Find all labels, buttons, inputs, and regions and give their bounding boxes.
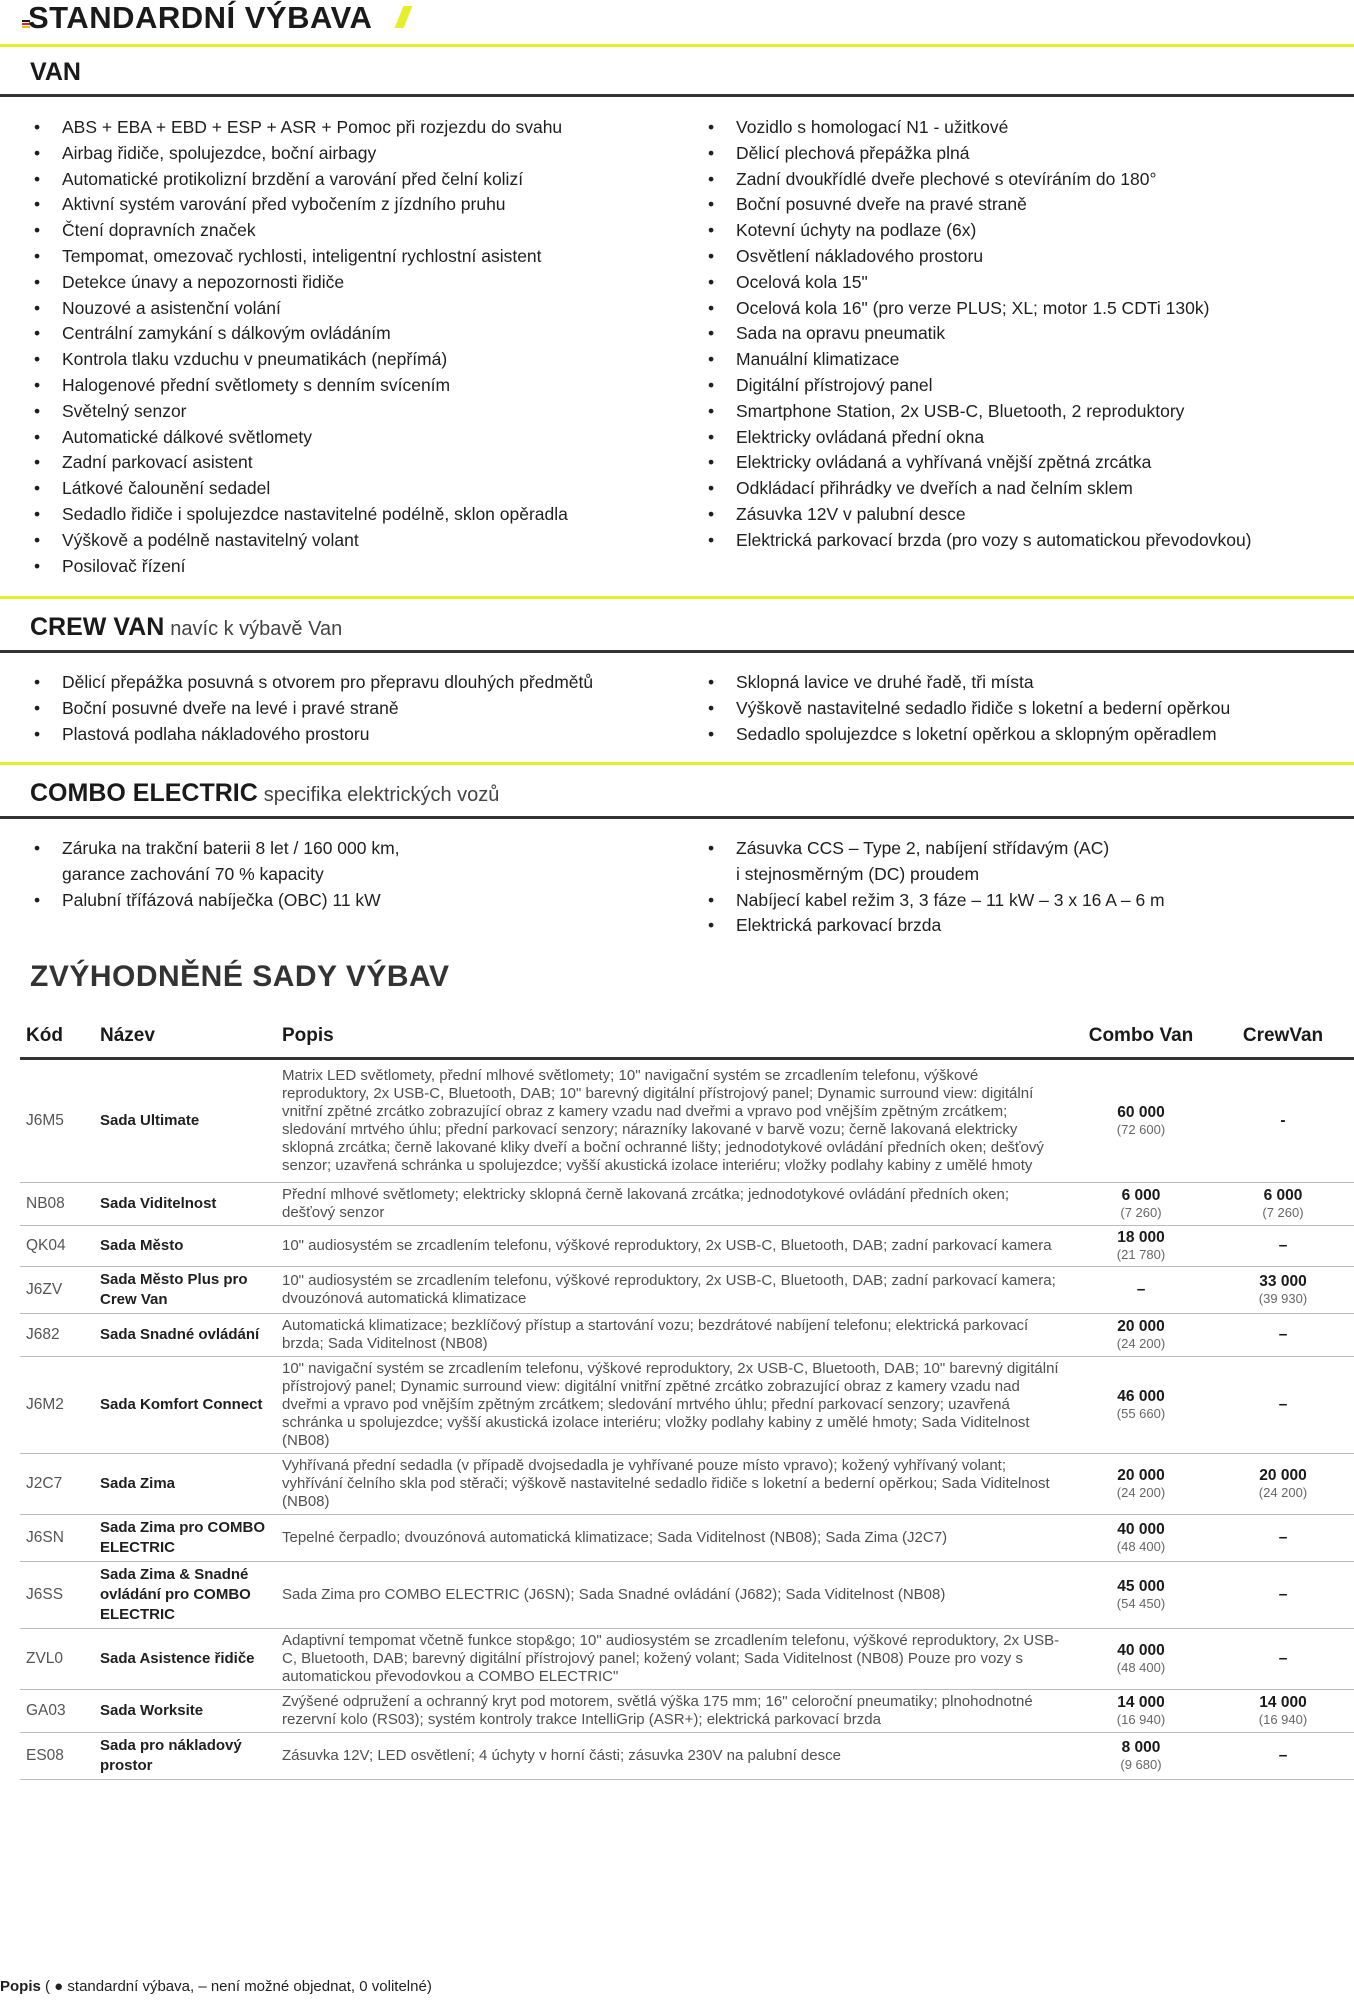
table-row (20, 1690, 1354, 1733)
price-net: - (1280, 1112, 1286, 1129)
price-vat: (54 450) (1116, 1596, 1166, 1611)
package-price-crew (1212, 1454, 1354, 1515)
package-price-crew (1212, 1226, 1354, 1267)
combo-right-list (702, 836, 1165, 939)
list-item: • Výškově nastavitelné sedadlo řidiče s loketní a bederní opěrkou (702, 696, 1230, 722)
package-price-crew (1212, 1267, 1354, 1314)
van-end-divider (0, 596, 1354, 599)
price-net: – (1278, 1529, 1288, 1546)
list-item: • Elektricky ovládaná přední okna (702, 425, 1252, 451)
list-item-continuation: i stejnosměrným (DC) proudem (736, 863, 980, 884)
price-vat: (16 940) (1116, 1712, 1166, 1727)
table-row (20, 1226, 1354, 1267)
price-net: – (1278, 1237, 1288, 1254)
price-net: – (1278, 1586, 1288, 1603)
list-item: • Ocelová kola 16" (pro verze PLUS; XL; motor 1.5 CDTi 130k) (702, 296, 1252, 322)
list-item-continuation: garance zachování 70 % kapacity (62, 863, 324, 884)
list-item: • Zadní parkovací asistent (28, 450, 568, 476)
table-row (20, 1562, 1354, 1629)
list-item: • Boční posuvné dveře na levé i pravé straně (28, 696, 593, 722)
crew-van-subtitle: navíc k výbavě Van (170, 618, 343, 640)
package-description: 10" audiosystém se zrcadlením telefonu, výškové reproduktory, 2x USB-C, Bluetooth, DAB; zadní parkovací kamera (276, 1226, 1070, 1267)
list-item: • Vozidlo s homologací N1 - užitkové (702, 115, 1252, 141)
page-title: STANDARDNÍ VÝBAVA (28, 0, 373, 35)
col-name: Název (94, 1015, 276, 1059)
price-net: – (1278, 1326, 1288, 1343)
price-vat: (55 660) (1116, 1406, 1166, 1421)
price-vat: (39 930) (1258, 1291, 1308, 1306)
package-price-combo (1070, 1314, 1212, 1357)
list-item: • Manuální klimatizace (702, 347, 1252, 373)
col-code: Kód (20, 1015, 94, 1059)
list-item: • Sklopná lavice ve druhé řadě, tři místa (702, 670, 1230, 696)
col-crew-van: CrewVan (1212, 1015, 1354, 1059)
list-item: • Digitální přístrojový panel (702, 373, 1252, 399)
col-combo-van: Combo Van (1070, 1015, 1212, 1059)
package-price-combo (1070, 1690, 1212, 1733)
package-code: NB08 (20, 1183, 94, 1226)
package-code: GA03 (20, 1690, 94, 1733)
list-item: • Sedadlo řidiče i spolujezdce nastavitelné podélně, sklon opěradla (28, 502, 568, 528)
list-item: • Zásuvka CCS – Type 2, nabíjení střídavým (AC) (702, 836, 1165, 862)
accent-slash-icon (395, 6, 413, 28)
list-item: • Dělicí přepážka posuvná s otvorem pro přepravu dlouhých předmětů (28, 670, 593, 696)
table-row (20, 1267, 1354, 1314)
package-code: J6SN (20, 1515, 94, 1562)
list-item: • Palubní třífázová nabíječka (OBC) 11 kW (28, 888, 400, 914)
price-net: 20 000 (1259, 1467, 1307, 1484)
package-name: Sada Worksite (94, 1690, 276, 1733)
package-price-combo (1070, 1454, 1212, 1515)
package-description: 10" navigační systém se zrcadlením telefonu, výškové reproduktory, 2x USB-C, Bluetooth, DAB; 10" barevný digitální přístrojový panel; Dynamic surround view: digitální vnitřní zpětné zrcátko zobrazující obraz z kamery vzadu nad dveřmi a vpravo pod vnějším zpětným zrcátkem; sledování mrtvého úhlu; přední parkovací senzory; uzavřená schránka u spolujezdce; vyšší akustická izolace interiéru; vložky podlahy kabiny z umělé hmoty; Sada Viditelnost (NB08) (276, 1357, 1070, 1454)
list-item: • Dělicí plechová přepážka plná (702, 141, 1252, 167)
package-price-combo (1070, 1629, 1212, 1690)
list-item: • Čtení dopravních značek (28, 218, 568, 244)
list-item: • Aktivní systém varování před vybočením z jízdního pruhu (28, 192, 568, 218)
legend-text: ( ● standardní výbava, – není možné objednat, 0 volitelné) (45, 1978, 432, 1995)
list-item: • Boční posuvné dveře na pravé straně (702, 192, 1252, 218)
package-price-combo (1070, 1357, 1212, 1454)
table-row (20, 1454, 1354, 1515)
price-net: – (1278, 1747, 1288, 1764)
price-vat: (7 260) (1120, 1205, 1162, 1220)
package-price-crew (1212, 1183, 1354, 1226)
list-item: • Elektricky ovládaná a vyhřívaná vnější zpětná zrcátka (702, 450, 1252, 476)
package-name: Sada Zima pro COMBO ELECTRIC (94, 1515, 276, 1562)
package-code: ZVL0 (20, 1629, 94, 1690)
list-item: • Centrální zamykání s dálkovým ovládáním (28, 321, 568, 347)
package-code: J2C7 (20, 1454, 94, 1515)
price-net: 45 000 (1117, 1578, 1165, 1595)
combo-electric-divider (0, 816, 1354, 819)
list-item: • Kotevní úchyty na podlaze (6x) (702, 218, 1252, 244)
package-name: Sada Zima (94, 1454, 276, 1515)
legend-label: Popis (0, 1978, 41, 1995)
crew-left-list (28, 670, 593, 747)
price-net: 6 000 (1121, 1187, 1161, 1204)
list-item: • Látkové čalounění sedadel (28, 476, 568, 502)
package-price-crew (1212, 1357, 1354, 1454)
combo-left-list (28, 836, 400, 913)
price-vat: (48 400) (1116, 1660, 1166, 1675)
price-vat: (21 780) (1116, 1247, 1166, 1262)
package-description: Vyhřívaná přední sedadla (v případě dvojsedadla je vyhřívané pouze místo vpravo); kožený vyhřívaný volant; vyhřívání čelního skla pod stěrači; výškově nastavitelné sedadlo řidiče s loketní a bederní opěrkou; Sada Viditelnost (NB08) (276, 1454, 1070, 1515)
col-desc: Popis (276, 1015, 1070, 1059)
package-description: Tepelné čerpadlo; dvouzónová automatická klimatizace; Sada Viditelnost (NB08); Sada Zima (J2C7) (276, 1515, 1070, 1562)
legend (0, 1978, 432, 1995)
package-price-crew (1212, 1314, 1354, 1357)
packages-title: ZVÝHODNĚNÉ SADY VÝBAV (30, 960, 450, 993)
package-code: J682 (20, 1314, 94, 1357)
price-net: 20 000 (1117, 1467, 1165, 1484)
packages-table (20, 1015, 1354, 1780)
section-title-combo-electric (30, 779, 499, 808)
package-price-crew (1212, 1059, 1354, 1183)
table-row (20, 1733, 1354, 1780)
package-code: J6M2 (20, 1357, 94, 1454)
package-price-crew (1212, 1629, 1354, 1690)
list-item: • Sada na opravu pneumatik (702, 321, 1252, 347)
list-item: • Automatické dálkové světlomety (28, 425, 568, 451)
table-row (20, 1314, 1354, 1357)
price-vat: (24 200) (1116, 1336, 1166, 1351)
list-item: • Zásuvka 12V v palubní desce (702, 502, 1252, 528)
table-row (20, 1059, 1354, 1183)
van-title: VAN (30, 58, 81, 86)
list-item: • Světelný senzor (28, 399, 568, 425)
package-code: J6M5 (20, 1059, 94, 1183)
package-name: Sada Snadné ovládání (94, 1314, 276, 1357)
package-description: 10" audiosystém se zrcadlením telefonu, výškové reproduktory, 2x USB-C, Bluetooth, DAB; zadní parkovací kamera; dvouzónová automatická klimatizace (276, 1267, 1070, 1314)
list-item: • Posilovač řízení (28, 554, 568, 580)
package-price-crew (1212, 1690, 1354, 1733)
package-description: Přední mlhové světlomety; elektricky sklopná černě lakovaná zrcátka; jednodotykové ovládání předních oken; dešťový senzor (276, 1183, 1070, 1226)
section-title-van (30, 58, 81, 87)
package-name: Sada Viditelnost (94, 1183, 276, 1226)
van-right-list (702, 115, 1252, 554)
table-header-row (20, 1015, 1354, 1059)
table-row (20, 1515, 1354, 1562)
list-item: • Plastová podlaha nákladového prostoru (28, 722, 593, 748)
package-name: Sada Město Plus pro Crew Van (94, 1267, 276, 1314)
package-name: Sada Asistence řidiče (94, 1629, 276, 1690)
package-price-combo (1070, 1562, 1212, 1629)
list-item: • Nouzové a asistenční volání (28, 296, 568, 322)
price-vat: (24 200) (1258, 1485, 1308, 1500)
price-net: – (1278, 1396, 1288, 1413)
price-net: 8 000 (1121, 1739, 1161, 1756)
package-description: Matrix LED světlomety, přední mlhové světlomety; 10" navigační systém se zrcadlením telefonu, výškové reproduktory, 2x USB-C, Bluetooth, DAB; 10" barevný digitální přístrojový panel; Dynamic surround view: digitální vnitřní zpětné zrcátko zobrazující obraz z kamery vzadu nad dveřmi a vpravo pod vnějším zpětným zrcátkem; sledování mrtvého úhlu; přední parkovací senzory; nárazníky lakované v barvě vozu; černě lakovaná elektricky sklopná zrcátka; černě lakované kliky dveří a boční ochranné lišty; jednodotykové ovládání předních oken; dešťový senzor; uzavřená schránka u spolujezdce; vyšší akustická izolace interiéru; vložky podlahy kabiny z umělé hmoty (276, 1059, 1070, 1183)
package-price-combo (1070, 1733, 1212, 1780)
price-net: 33 000 (1259, 1273, 1307, 1290)
list-item: • Automatické protikolizní brzdění a varování před čelní kolizí (28, 167, 568, 193)
price-vat: (16 940) (1258, 1712, 1308, 1727)
package-name: Sada Město (94, 1226, 276, 1267)
crew-van-title: CREW VAN (30, 613, 165, 641)
package-description: Automatická klimatizace; bezklíčový přístup a startování vozu; bezdrátové nabíjení telefonu; elektrická parkovací brzda; Sada Viditelnost (NB08) (276, 1314, 1070, 1357)
price-vat: (72 600) (1116, 1122, 1166, 1137)
top-divider (0, 44, 1354, 47)
crew-end-divider (0, 762, 1354, 765)
price-net: 20 000 (1117, 1318, 1165, 1335)
package-name: Sada pro nákladový prostor (94, 1733, 276, 1780)
price-vat: (9 680) (1120, 1757, 1162, 1772)
package-price-combo (1070, 1183, 1212, 1226)
list-item: • Záruka na trakční baterii 8 let / 160 000 km, (28, 836, 400, 862)
package-price-combo (1070, 1059, 1212, 1183)
package-price-crew (1212, 1515, 1354, 1562)
package-name: Sada Komfort Connect (94, 1357, 276, 1454)
package-price-combo (1070, 1515, 1212, 1562)
crew-right-list (702, 670, 1230, 747)
list-item: • Detekce únavy a nepozornosti řidiče (28, 270, 568, 296)
package-code: J6SS (20, 1562, 94, 1629)
list-item: • Osvětlení nákladového prostoru (702, 244, 1252, 270)
price-net: 60 000 (1117, 1104, 1165, 1121)
table-row (20, 1357, 1354, 1454)
combo-electric-subtitle: specifika elektrických vozů (263, 784, 500, 806)
package-code: ES08 (20, 1733, 94, 1780)
list-item: • Tempomat, omezovač rychlosti, inteligentní rychlostní asistent (28, 244, 568, 270)
combo-electric-title: COMBO ELECTRIC (30, 779, 258, 807)
list-item: • Kontrola tlaku vzduchu v pneumatikách (nepřímá) (28, 347, 568, 373)
list-item: • Sedadlo spolujezdce s loketní opěrkou a sklopným opěradlem (702, 722, 1230, 748)
van-left-list (28, 115, 568, 579)
list-item: • Ocelová kola 15" (702, 270, 1252, 296)
list-item: • Halogenové přední světlomety s denním svícením (28, 373, 568, 399)
price-net: 18 000 (1117, 1229, 1165, 1246)
package-name: Sada Zima & Snadné ovládání pro COMBO ELECTRIC (94, 1562, 276, 1629)
package-price-combo (1070, 1267, 1212, 1314)
package-code: J6ZV (20, 1267, 94, 1314)
price-net: 46 000 (1117, 1388, 1165, 1405)
price-net: 14 000 (1259, 1694, 1307, 1711)
list-item: • Zadní dvoukřídlé dveře plechové s otevíráním do 180° (702, 167, 1252, 193)
package-name: Sada Ultimate (94, 1059, 276, 1183)
crew-van-divider (0, 650, 1354, 653)
price-vat: (24 200) (1116, 1485, 1166, 1500)
van-divider (0, 94, 1354, 97)
section-title-crew-van (30, 613, 342, 642)
list-item: • Výškově a podélně nastavitelný volant (28, 528, 568, 554)
package-price-crew (1212, 1733, 1354, 1780)
package-description: Zvýšené odpružení a ochranný kryt pod motorem, světlá výška 175 mm; 16" celoroční pneumatiky; plnohodnotné rezervní kolo (RS03); systém kontroly trakce IntelliGrip (ASR+); elektrická parkovací brzda (276, 1690, 1070, 1733)
list-item: • Nabíjecí kabel režim 3, 3 fáze – 11 kW – 3 x 16 A – 6 m (702, 888, 1165, 914)
package-description: Sada Zima pro COMBO ELECTRIC (J6SN); Sada Snadné ovládání (J682); Sada Viditelnost (NB08) (276, 1562, 1070, 1629)
price-net: 14 000 (1117, 1694, 1165, 1711)
price-net: 40 000 (1117, 1642, 1165, 1659)
package-price-combo (1070, 1226, 1212, 1267)
table-row (20, 1183, 1354, 1226)
list-item: • Elektrická parkovací brzda (702, 913, 1165, 939)
list-item: • Odkládací přihrádky ve dveřích a nad čelním sklem (702, 476, 1252, 502)
package-price-crew (1212, 1562, 1354, 1629)
package-description: Zásuvka 12V; LED osvětlení; 4 úchyty v horní části; zásuvka 230V na palubní desce (276, 1733, 1070, 1780)
price-vat: (48 400) (1116, 1539, 1166, 1554)
list-item: • Smartphone Station, 2x USB-C, Bluetooth, 2 reproduktory (702, 399, 1252, 425)
price-vat: (7 260) (1262, 1205, 1304, 1220)
package-description: Adaptivní tempomat včetně funkce stop&go; 10" audiosystém se zrcadlením telefonu, výškové reproduktory, 2x USB-C, Bluetooth, DAB; barevný digitální přístrojový panel; kožený volant; Sada Viditelnost (NB08) Pouze pro vozy s automatickou převodovkou a COMBO ELECTRIC" (276, 1629, 1070, 1690)
price-net: 6 000 (1263, 1187, 1303, 1204)
price-net: 40 000 (1117, 1521, 1165, 1538)
list-item: • Airbag řidiče, spolujezdce, boční airbagy (28, 141, 568, 167)
price-net: – (1278, 1650, 1288, 1667)
list-item: • ABS + EBA + EBD + ESP + ASR + Pomoc při rozjezdu do svahu (28, 115, 568, 141)
price-net: – (1136, 1281, 1146, 1298)
table-row (20, 1629, 1354, 1690)
list-item: • Elektrická parkovací brzda (pro vozy s automatickou převodovkou) (702, 528, 1252, 554)
package-code: QK04 (20, 1226, 94, 1267)
